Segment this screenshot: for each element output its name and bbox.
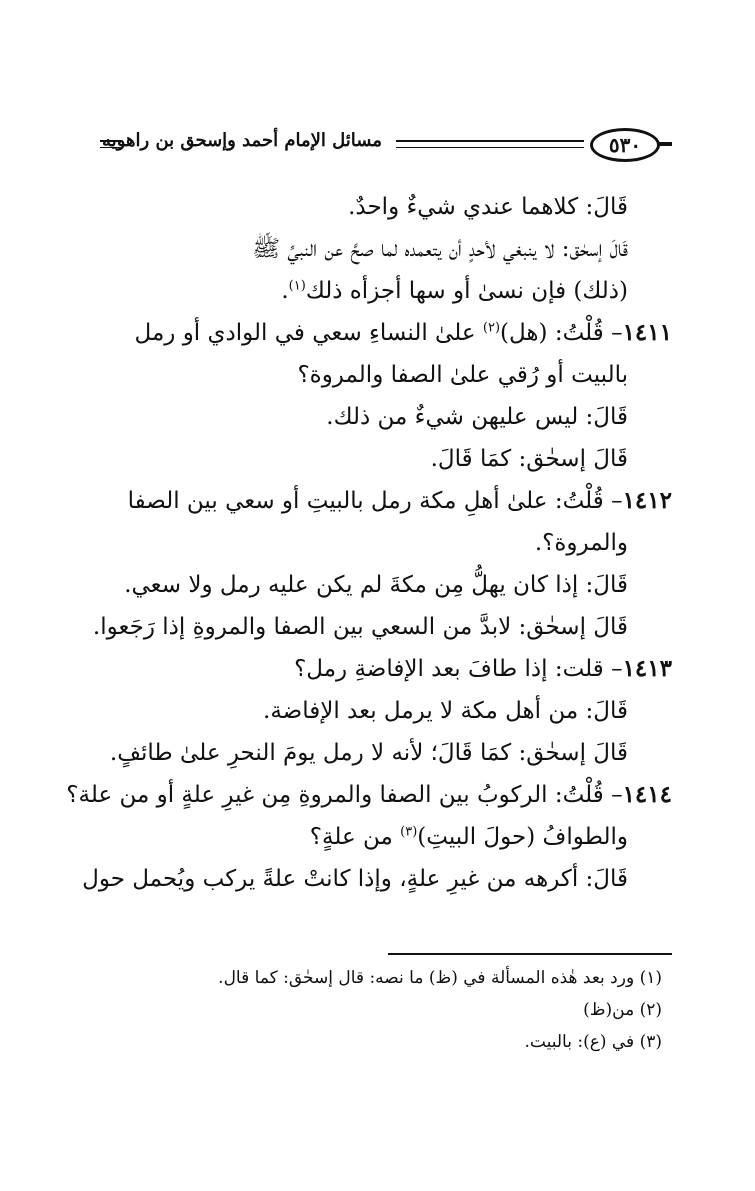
text-line: قَالَ: من أهل مكة لا يرمل بعد الإفاضة.	[263, 698, 628, 724]
text-line: والطوافُ (حولَ البيتِ)$^{(٣)}$ من علةٍ؟	[309, 824, 628, 850]
text-line: قَالَ: ليس عليهن شيءٌ من ذلك.	[326, 404, 628, 430]
question-number: ١٤١١	[622, 319, 672, 346]
page-body	[66, 186, 672, 900]
header-rule-bottom	[396, 147, 584, 148]
text-line: قَالَ إسحٰق: لابدَّ من السعي بين الصفا والمروةِ إذا رَجَعوا.	[92, 614, 628, 640]
text-line: قَالَ إسحٰق: كمَا قَالَ.	[430, 446, 628, 472]
footnote: (٢) من(ظ)	[583, 1000, 662, 1020]
header-end-rule-top	[100, 140, 122, 142]
question-line: ١٤١١– قُلْتُ: (هل)$^{(٢)}$ علىٰ النساءِ سعي في الوادي أو رمل	[134, 319, 672, 346]
text-line: بالبيت أو رُقي علىٰ الصفا والمروة؟	[297, 362, 628, 388]
page-number-oval	[590, 128, 660, 162]
question-line: ١٤١٣– قلت: إذا طافَ بعد الإفاضةِ رمل؟	[294, 655, 672, 682]
footnote-separator	[388, 953, 672, 955]
running-title: مسائل الإمام أحمد وإسحق بن راهويه	[102, 130, 382, 151]
text-line: (ذلك) فإن نسىٰ أو سها أجزأه ذلك$^{(١)}$.	[281, 278, 628, 304]
question-line: ١٤١٢– قُلْتُ: علىٰ أهلِ مكة رمل بالبيتِ أو سعي بين الصفا	[127, 487, 672, 514]
text-line: قَالَ: كلاهما عندي شيءٌ واحدٌ.	[348, 194, 628, 220]
footnote: (٣) في (ع): بالبيت.	[524, 1032, 662, 1052]
footnote-ref: (٢)	[482, 320, 501, 336]
text-line: قَالَ إسحٰق: لا ينبغي لأحدٍ أن يتعمده لما صحَّ عن النبيِّ ﷺ	[252, 236, 628, 262]
footnotes	[100, 962, 672, 1058]
page-number: ٥٣٠	[608, 133, 642, 157]
header-end-rule-bottom	[100, 147, 122, 148]
footnote-ref: (١)	[288, 278, 306, 294]
text-line: قَالَ: أكرهه من غيرِ علةٍ، وإذا كانتْ علةً يركب ويُحمل حول	[82, 866, 628, 892]
question-number: ١٤١٤	[622, 781, 672, 808]
page-header	[100, 126, 672, 170]
question-number: ١٤١٣	[622, 655, 672, 682]
header-rule-top	[396, 140, 584, 142]
question-line: ١٤١٤– قُلْتُ: الركوبُ بين الصفا والمروةِ مِن غيرِ علةٍ أو من علة؟	[66, 781, 672, 808]
question-number: ١٤١٢	[622, 487, 672, 514]
footnote: (١) ورد بعد هٰذه المسألة في (ظ) ما نصه: قال إسحٰق: كما قال.	[218, 968, 662, 988]
text-line: قَالَ إسحٰق: كمَا قَالَ؛ لأنه لا رمل يومَ النحرِ علىٰ طائفٍ.	[109, 740, 628, 766]
text-line: والمروة؟.	[534, 530, 628, 556]
text-line: قَالَ: إذا كان يهلُّ مِن مكةَ لم يكن عليه رمل ولا سعي.	[124, 572, 628, 598]
footnote-ref: (٣)	[400, 824, 418, 840]
